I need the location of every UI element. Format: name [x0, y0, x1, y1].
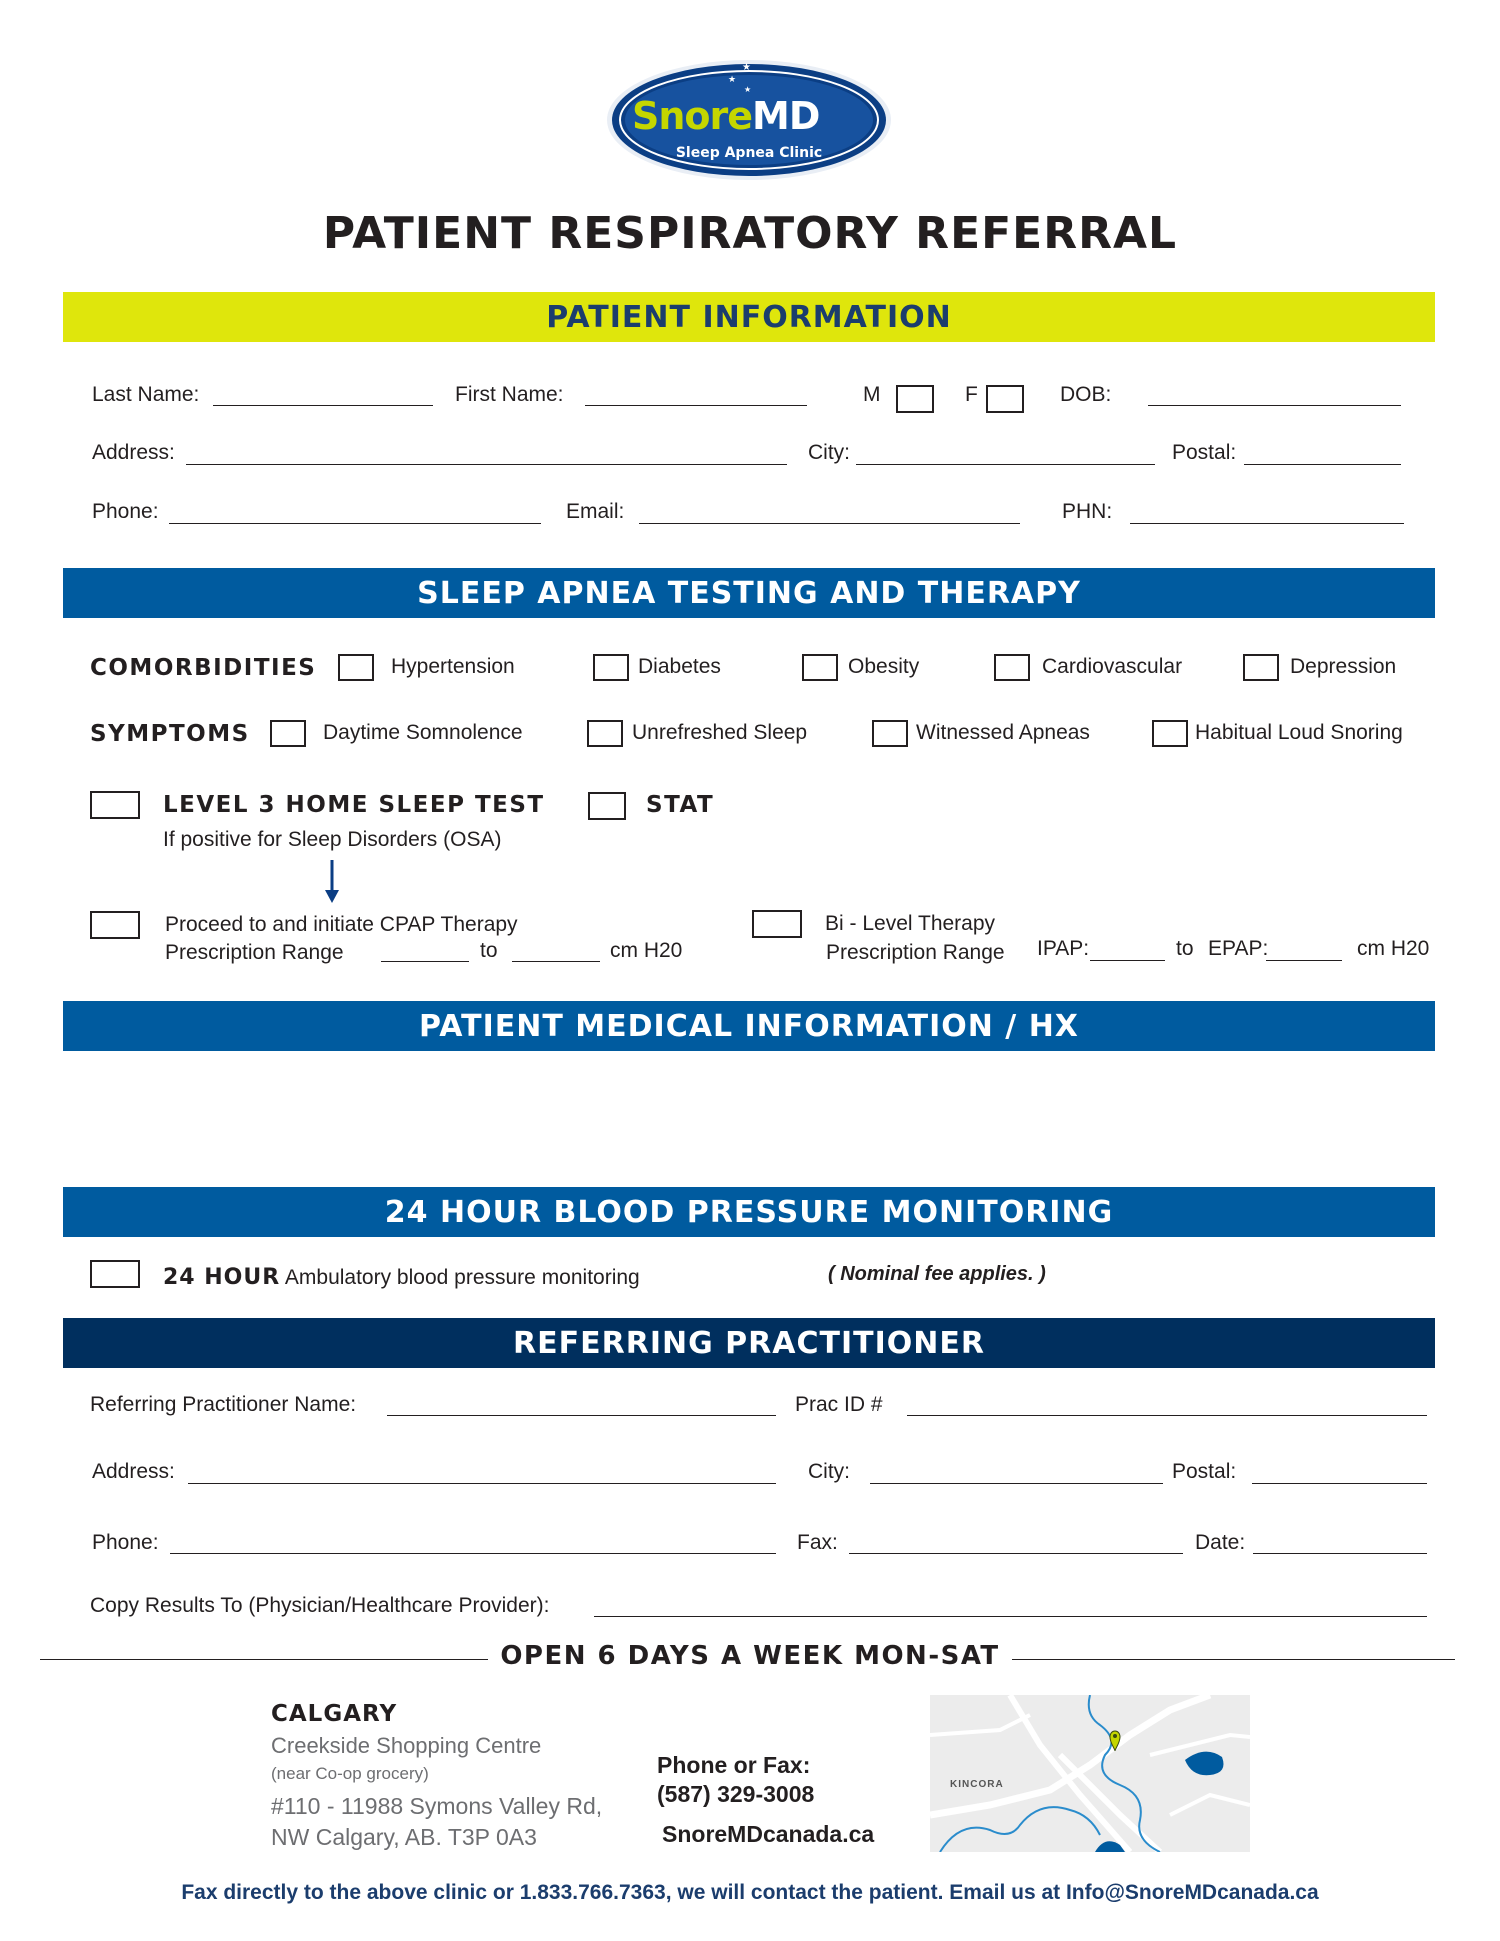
diabetes-label: Diabetes	[638, 655, 721, 678]
clinic-phone: (587) 329-3008	[657, 1781, 815, 1807]
bilevel-to-label: to	[1176, 937, 1194, 960]
city-field[interactable]	[856, 464, 1155, 465]
cpap-line1: Proceed to and initiate CPAP Therapy	[165, 913, 518, 936]
last-name-field[interactable]	[213, 405, 433, 406]
practitioner-phone-field[interactable]	[170, 1553, 776, 1554]
hypertension-checkbox[interactable]	[338, 654, 374, 681]
male-checkbox[interactable]	[896, 385, 934, 413]
map-graphic	[930, 1695, 1250, 1852]
email-field[interactable]	[639, 523, 1020, 524]
level3-sub-label: If positive for Sleep Disorders (OSA)	[163, 828, 502, 851]
unrefreshed-sleep-checkbox[interactable]	[587, 720, 623, 747]
bilevel-unit-label: cm H20	[1357, 937, 1430, 960]
phn-label: PHN:	[1062, 500, 1113, 523]
epap-label: EPAP:	[1208, 937, 1269, 960]
practitioner-heading: REFERRING PRACTITIONER	[63, 1318, 1435, 1368]
svg-text:★: ★	[742, 62, 751, 73]
clinic-address-line2: NW Calgary, AB. T3P 0A3	[271, 1824, 537, 1850]
practitioner-date-field[interactable]	[1253, 1553, 1427, 1554]
address-label: Address:	[92, 441, 175, 464]
practitioner-fax-field[interactable]	[849, 1553, 1183, 1554]
patient-info-heading: PATIENT INFORMATION	[63, 292, 1435, 342]
footer-rule-left	[40, 1659, 488, 1660]
symptoms-label: SYMPTOMS	[90, 721, 250, 747]
footer-rule-right	[1012, 1659, 1455, 1660]
bilevel-line2: Prescription Range	[826, 941, 1005, 964]
daytime-somnolence-label: Daytime Somnolence	[323, 721, 523, 744]
bp-fee-note: ( Nominal fee applies. )	[828, 1263, 1046, 1285]
logo-snore: Snore	[632, 94, 753, 138]
unrefreshed-sleep-label: Unrefreshed Sleep	[632, 721, 808, 744]
ipap-field[interactable]	[1090, 960, 1165, 961]
practitioner-fax-label: Fax:	[797, 1531, 838, 1554]
copy-results-field[interactable]	[594, 1616, 1427, 1617]
cpap-unit-label: cm H20	[610, 939, 683, 962]
clinic-near: (near Co-op grocery)	[271, 1764, 429, 1783]
practitioner-phone-label: Phone:	[92, 1531, 159, 1554]
logo-md: MD	[752, 94, 820, 138]
clinic-centre: Creekside Shopping Centre	[271, 1733, 542, 1758]
practitioner-postal-label: Postal:	[1172, 1460, 1237, 1483]
female-label: F	[965, 383, 978, 406]
sleep-apnea-heading: SLEEP APNEA TESTING AND THERAPY	[63, 568, 1435, 618]
male-label: M	[863, 383, 881, 406]
bp-label	[163, 1265, 640, 1290]
dob-field[interactable]	[1148, 405, 1401, 406]
practitioner-name-label: Referring Practitioner Name:	[90, 1393, 357, 1416]
practitioner-city-label: City:	[808, 1460, 850, 1483]
diabetes-checkbox[interactable]	[593, 654, 629, 681]
hypertension-label: Hypertension	[391, 655, 515, 678]
practitioner-address-field[interactable]	[188, 1483, 776, 1484]
epap-field[interactable]	[1266, 960, 1342, 961]
bilevel-line1: Bi - Level Therapy	[825, 912, 996, 935]
daytime-somnolence-checkbox[interactable]	[270, 720, 306, 747]
cpap-checkbox[interactable]	[90, 911, 140, 939]
last-name-label: Last Name:	[92, 383, 200, 406]
obesity-label: Obesity	[848, 655, 920, 678]
email-label: Email:	[566, 500, 625, 523]
prac-id-label: Prac ID #	[795, 1393, 883, 1416]
page-title: PATIENT RESPIRATORY REFERRAL	[322, 208, 1178, 259]
depression-checkbox[interactable]	[1243, 654, 1279, 681]
address-field[interactable]	[186, 464, 787, 465]
practitioner-date-label: Date:	[1195, 1531, 1246, 1554]
cardiovascular-checkbox[interactable]	[994, 654, 1030, 681]
cardiovascular-label: Cardiovascular	[1042, 655, 1183, 678]
practitioner-city-field[interactable]	[870, 1483, 1163, 1484]
habitual-loud-snoring-label: Habitual Loud Snoring	[1195, 721, 1403, 744]
female-checkbox[interactable]	[986, 385, 1024, 413]
practitioner-name-field[interactable]	[387, 1415, 776, 1416]
copy-results-label: Copy Results To (Physician/Healthcare Provider):	[90, 1594, 550, 1617]
level3-checkbox[interactable]	[90, 791, 140, 819]
bilevel-checkbox[interactable]	[752, 910, 802, 938]
clinic-map[interactable]	[930, 1695, 1250, 1852]
bp-checkbox[interactable]	[90, 1260, 140, 1288]
map-label-kincora: KINCORA	[950, 1779, 1004, 1790]
prac-id-field[interactable]	[907, 1415, 1427, 1416]
postal-field[interactable]	[1244, 464, 1401, 465]
cpap-range-to-field[interactable]	[512, 961, 600, 962]
bottom-contact-line: Fax directly to the above clinic or 1.833.766.7363, we will contact the patient. Email us at Info@SnoreMDcanada.ca	[181, 1881, 1319, 1904]
first-name-label: First Name:	[455, 383, 564, 406]
stat-label: STAT	[646, 792, 715, 818]
phone-fax-label: Phone or Fax:	[657, 1752, 811, 1778]
cpap-to-label: to	[480, 939, 498, 962]
clinic-website[interactable]: SnoreMDcanada.ca	[662, 1821, 875, 1847]
cpap-line2: Prescription Range	[165, 941, 344, 964]
postal-label: Postal:	[1172, 441, 1237, 464]
medical-info-area[interactable]	[63, 1055, 1435, 1183]
city-label: City:	[808, 441, 850, 464]
open-hours: OPEN 6 DAYS A WEEK MON-SAT	[500, 1641, 1000, 1671]
practitioner-address-label: Address:	[92, 1460, 175, 1483]
witnessed-apneas-label: Witnessed Apneas	[916, 721, 1090, 744]
habitual-loud-snoring-checkbox[interactable]	[1152, 720, 1188, 747]
bp-bold-label: 24 HOUR	[163, 1265, 281, 1290]
logo-tagline: Sleep Apnea Clinic	[675, 145, 823, 161]
depression-label: Depression	[1290, 655, 1397, 678]
stat-checkbox[interactable]	[588, 792, 626, 820]
medical-info-heading: PATIENT MEDICAL INFORMATION / HX	[63, 1001, 1435, 1051]
practitioner-postal-field[interactable]	[1252, 1483, 1427, 1484]
cpap-range-from-field[interactable]	[381, 961, 469, 962]
level3-label: LEVEL 3 HOME SLEEP TEST	[163, 792, 545, 818]
bp-monitoring-heading: 24 HOUR BLOOD PRESSURE MONITORING	[63, 1187, 1435, 1237]
phone-field[interactable]	[169, 523, 541, 524]
obesity-checkbox[interactable]	[802, 654, 838, 681]
clinic-address-line1: #110 - 11988 Symons Valley Rd,	[271, 1793, 603, 1819]
phn-field[interactable]	[1130, 523, 1404, 524]
svg-text:★: ★	[744, 85, 752, 94]
clinic-city: CALGARY	[271, 1701, 398, 1727]
witnessed-apneas-checkbox[interactable]	[872, 720, 908, 747]
first-name-field[interactable]	[585, 405, 807, 406]
dob-label: DOB:	[1060, 383, 1112, 406]
comorbidities-label: COMORBIDITIES	[90, 655, 317, 681]
logo	[604, 58, 894, 183]
phone-label: Phone:	[92, 500, 159, 523]
down-arrow-icon	[322, 860, 342, 904]
ipap-label: IPAP:	[1037, 937, 1090, 960]
svg-text:★: ★	[728, 74, 737, 84]
bp-text-label: Ambulatory blood pressure monitoring	[284, 1266, 640, 1289]
